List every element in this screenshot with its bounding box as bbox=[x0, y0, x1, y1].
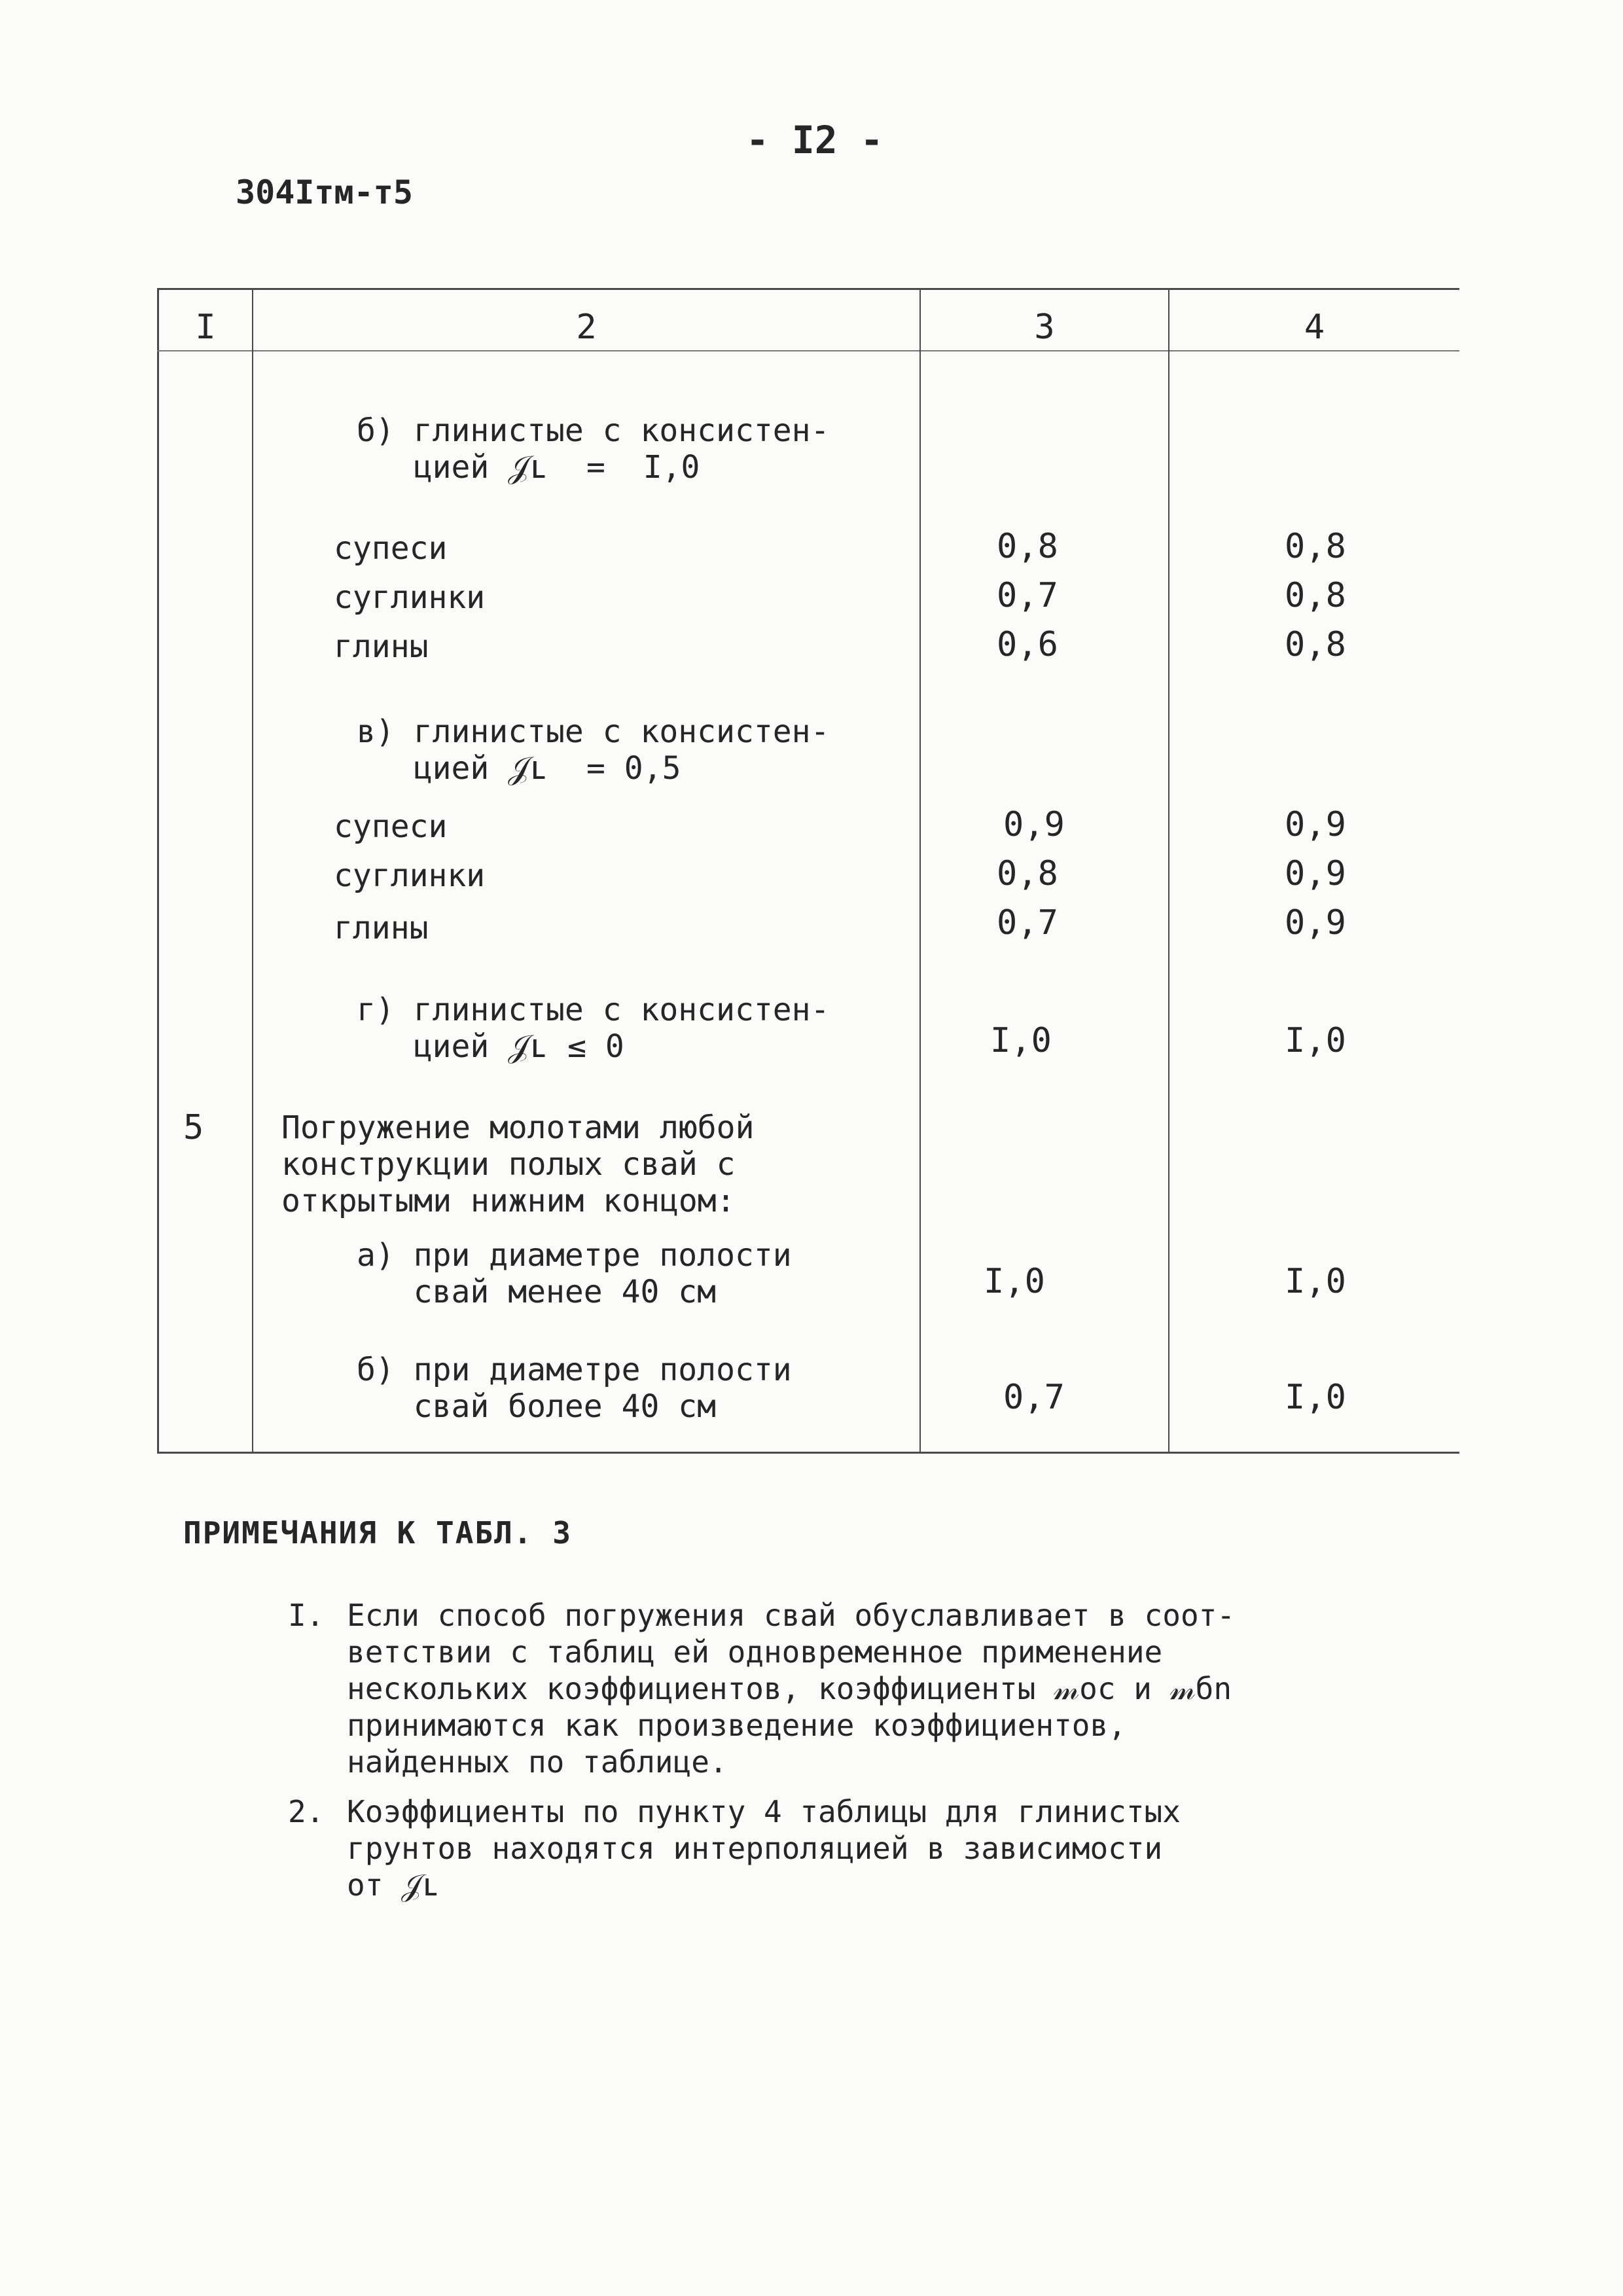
table-row-number: 5 bbox=[183, 1108, 204, 1147]
table-cell-col4: 0,8 bbox=[1285, 625, 1346, 664]
table-cell-col4: I,0 bbox=[1285, 1262, 1346, 1301]
table-cell-col4: 0,8 bbox=[1285, 527, 1346, 566]
table-row-text: Погружение молотами любой конструкции полых свай с открытыми нижним концом: bbox=[281, 1109, 755, 1219]
note-number: I. bbox=[288, 1598, 325, 1633]
header-col-1: I bbox=[195, 308, 216, 347]
table-cell-col4: I,0 bbox=[1285, 1378, 1346, 1417]
table-row-text: а) при диаметре полости свай менее 40 см bbox=[357, 1237, 792, 1310]
table-row-text: суглинки bbox=[334, 857, 486, 894]
table-row-text: глины bbox=[334, 910, 429, 946]
header-separator bbox=[157, 350, 1459, 351]
col-separator-1 bbox=[252, 288, 253, 1454]
table-row-text: в) глинистые с консистен- цией 𝒥ʟ = 0,5 bbox=[357, 713, 830, 787]
col-separator-3 bbox=[1168, 288, 1169, 1454]
table-cell-col3: I,0 bbox=[990, 1021, 1052, 1060]
header-col-4: 4 bbox=[1304, 308, 1325, 347]
table-row-text: суглинки bbox=[334, 579, 486, 616]
note-text: Если способ погружения свай обуславливает в соот- ветствии с таблиц ей одновременное применение нескольких коэффициентов, коэффициенты 𝓂oc и 𝓂бn принимаются как произведение коэффициентов, найденных по таблице. bbox=[347, 1598, 1236, 1780]
table-top-border bbox=[157, 288, 1459, 290]
table-cell-col4: 0,9 bbox=[1285, 805, 1346, 844]
table-cell-col3: 0,7 bbox=[997, 576, 1058, 615]
table-cell-col3: 0,8 bbox=[997, 527, 1058, 566]
table-row-text: супеси bbox=[334, 530, 448, 567]
table-cell-col4: 0,9 bbox=[1285, 903, 1346, 942]
table-cell-col3: 0,6 bbox=[997, 625, 1058, 664]
table-cell-col3: 0,7 bbox=[997, 903, 1058, 942]
note-text: Коэффициенты по пункту 4 таблицы для глинистых грунтов находятся интерполяцией в зависимости от 𝒥ʟ bbox=[347, 1794, 1181, 1903]
table-row-text: глины bbox=[334, 628, 429, 665]
notes-title: ПРИМЕЧАНИЯ К ТАБЛ. 3 bbox=[183, 1515, 572, 1551]
table-cell-col3: 0,8 bbox=[997, 854, 1058, 893]
document-code: 304Iтм-т5 bbox=[236, 173, 413, 211]
page-number: - I2 - bbox=[746, 118, 883, 162]
table-cell-col3: 0,9 bbox=[1003, 805, 1065, 844]
table-row-text: б) при диаметре полости свай более 40 см bbox=[357, 1352, 792, 1425]
note-number: 2. bbox=[288, 1794, 325, 1829]
table-cell-col3: I,0 bbox=[984, 1262, 1045, 1301]
table-cell-col4: I,0 bbox=[1285, 1021, 1346, 1060]
table-cell-col4: 0,9 bbox=[1285, 854, 1346, 893]
table-left-border bbox=[157, 288, 159, 1454]
table-bottom-border bbox=[157, 1452, 1459, 1454]
table-cell-col3: 0,7 bbox=[1003, 1378, 1065, 1417]
table-cell-col4: 0,8 bbox=[1285, 576, 1346, 615]
header-col-2: 2 bbox=[576, 308, 597, 347]
table-row-text: б) глинистые с консистен- цией 𝒥ʟ = I,0 bbox=[357, 412, 830, 486]
table-row-text: супеси bbox=[334, 808, 448, 845]
table-row-text: г) глинистые с консистен- цией 𝒥ʟ ≤ 0 bbox=[357, 992, 830, 1065]
header-col-3: 3 bbox=[1034, 308, 1055, 347]
